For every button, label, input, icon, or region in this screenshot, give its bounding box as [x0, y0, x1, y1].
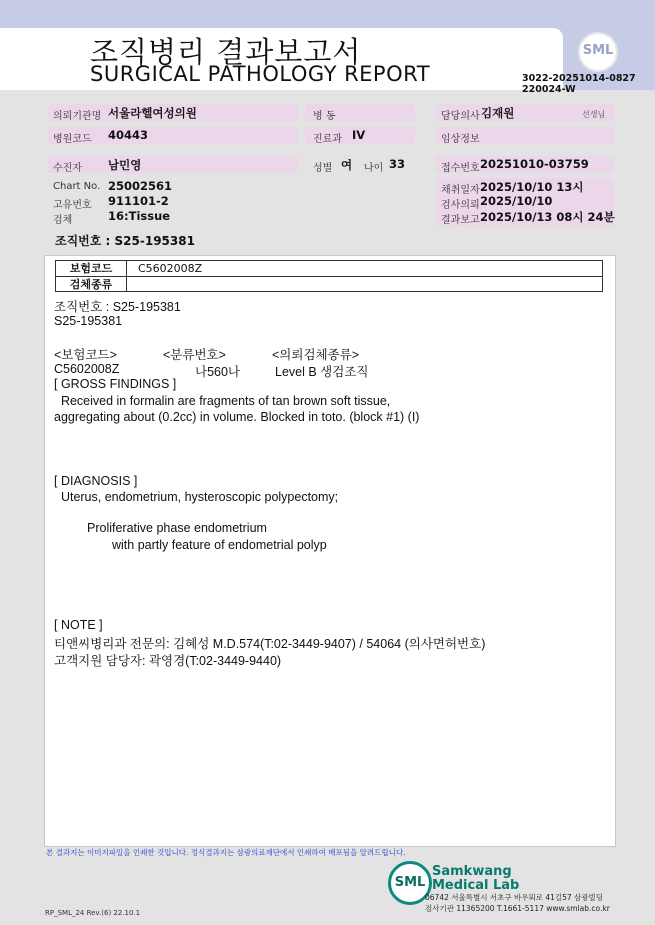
chart-value: 25002561 [108, 179, 173, 193]
report-paper [44, 255, 616, 847]
address-line: 06742 서울특별시 서초구 바우뫼로 41길57 삼광빌딩 [425, 893, 604, 902]
collect-label: 채취일자 [441, 185, 480, 196]
hospital-code-label: 병원코드 [53, 134, 92, 145]
chart-label: Chart No. [53, 181, 101, 192]
patient-value: 남민영 [108, 158, 142, 172]
gross-findings-line: aggregating about (0.2cc) in volume. Blocked in toto. (block #1) (I) [54, 410, 420, 424]
report-id [522, 73, 636, 95]
form-code: RP_SML_24 Rev.(6) 22.10.1 [45, 909, 141, 917]
company-name [432, 865, 519, 893]
collect-value: 2025/10/10 13시 [480, 180, 584, 194]
logo-text: SML [582, 43, 614, 58]
receipt-value: 20251010-03759 [480, 157, 589, 171]
company-name-line1: Samkwang [432, 864, 512, 879]
report-title-korean: 조직병리 결과보고서 [90, 35, 362, 69]
dept-label: 진료과 [313, 134, 342, 145]
report-tissue-line: 조직번호 : S25-195381 [54, 300, 181, 314]
ward-label: 병 동 [313, 111, 336, 122]
dept-value: IV [352, 128, 366, 142]
request-value: 2025/10/10 [480, 194, 553, 208]
insurance-code-entry: C5602008Z [54, 362, 120, 376]
diagnosis-line: Uterus, endometrium, hysteroscopic polypectomy; [54, 490, 339, 504]
doctor-label: 담당의사 [441, 111, 480, 122]
insurance-code-heading: <보험코드> [54, 348, 117, 362]
report-tissue-number: S25-195381 [54, 314, 123, 328]
note-heading: [ NOTE ] [54, 618, 103, 632]
clinical-label: 임상정보 [441, 134, 480, 145]
report-id-line2: 220024-W [522, 84, 576, 95]
gross-findings-line: Received in formalin are fragments of tan brown soft tissue, [54, 394, 391, 408]
sex-value: 여 [341, 158, 353, 172]
report-title-english: SURGICAL PATHOLOGY REPORT [90, 62, 431, 86]
note-line: 고객지원 담당자: 곽영경(T:02-3449-9440) [54, 654, 282, 668]
specimen-value: 16:Tissue [108, 209, 171, 223]
diagnosis-line: with partly feature of endometrial polyp [112, 538, 327, 552]
specimen-type-header: 검체종류 [56, 277, 127, 292]
hospital-code-value: 40443 [108, 128, 149, 142]
unique-value: 911101-2 [108, 194, 169, 208]
receipt-label: 접수번호 [441, 163, 480, 174]
doctor-suffix: 선생님 [582, 110, 606, 119]
specimen-request-heading: <의뢰검체종류> [272, 348, 360, 362]
code-table-row [56, 276, 602, 292]
insurance-code-header: 보험코드 [56, 261, 127, 276]
footer-logo-text: SML [394, 875, 426, 890]
specimen-request-entry: Level B 생검조직 [275, 365, 369, 379]
disclaimer-text: 본 결과지는 이미지파일을 인쇄한 것입니다. 정식결과지는 삼광의료재단에서 인쇄하여 배포됨을 알려드립니다. [46, 848, 406, 857]
gross-findings-heading: [ GROSS FINDINGS ] [54, 377, 177, 391]
diagnosis-heading: [ DIAGNOSIS ] [54, 474, 138, 488]
report-id-line1: 3022-20251014-0827 [522, 73, 636, 84]
result-label: 결과보고 [441, 215, 480, 226]
insurance-code-value: C5602008Z [138, 262, 203, 275]
request-label: 검사의뢰 [441, 200, 480, 211]
doctor-value: 김재원 [481, 106, 515, 120]
classification-heading: <분류번호> [163, 348, 226, 362]
result-value: 2025/10/13 08시 24분 [480, 210, 615, 224]
note-line: 티앤씨병리과 전문의: 김혜성 M.D.574(T:02-3449-9407) / 54064 (의사면허번호) [54, 637, 486, 651]
age-value: 33 [389, 157, 406, 171]
contact-line: 검사기관 11365200 T.1661-5117 www.smlab.co.kr [425, 904, 610, 913]
unique-label: 고유번호 [53, 200, 92, 211]
patient-label: 수진자 [53, 163, 82, 174]
age-label: 나이 [364, 163, 384, 174]
specimen-label: 검체 [53, 215, 73, 226]
code-table [55, 260, 603, 292]
sex-label: 성별 [313, 163, 333, 174]
tissue-number-heading: 조직번호 : S25-195381 [55, 234, 195, 248]
patient-pill [48, 156, 298, 173]
company-name-line2: Medical Lab [432, 878, 520, 893]
sml-logo-icon [578, 32, 618, 72]
company-address [425, 892, 610, 914]
diagnosis-line: Proliferative phase endometrium [87, 521, 267, 535]
institution-value: 서울라헬여성의원 [108, 106, 197, 120]
institution-label: 의뢰기관명 [53, 111, 102, 122]
classification-entry: 나560나 [195, 365, 241, 379]
code-table-row [56, 261, 602, 276]
